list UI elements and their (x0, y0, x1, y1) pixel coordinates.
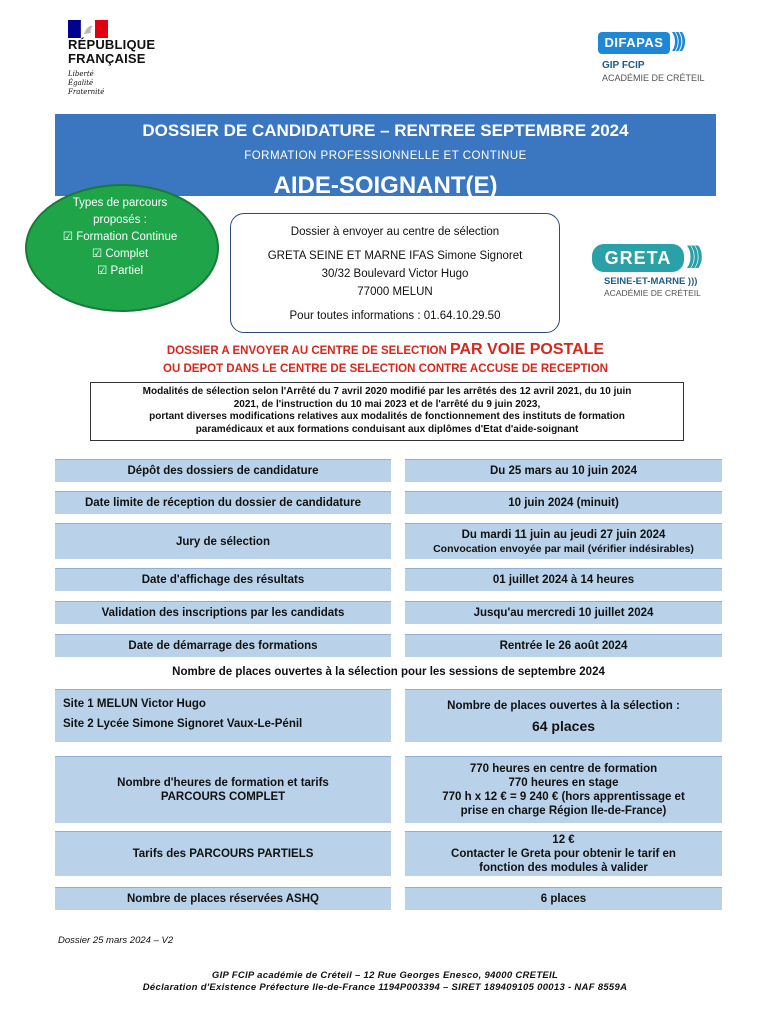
jury-convocation: Convocation envoyée par mail (vérifier indésirables) (433, 542, 694, 555)
table-row-label: Jury de sélection (55, 523, 391, 559)
address-city: 77000 MELUN (357, 286, 433, 298)
places-value: 64 places (531, 718, 596, 734)
notice-emphasis: PAR VOIE POSTALE (449, 341, 605, 358)
table-row-label: Dépôt des dossiers de candidature (55, 459, 391, 482)
modalites-line: portant diverses modifications relatives aux modalités de fonctionnement des instituts de formation (149, 411, 625, 422)
table-row-value (405, 523, 722, 559)
heures-value-cell (405, 756, 722, 823)
places-label: Nombre de places ouvertes à la sélection : (447, 700, 680, 712)
address-street: 30/32 Boulevard Victor Hugo (321, 268, 469, 280)
page-title: DOSSIER DE CANDIDATURE – RENTREE SEPTEMBRE 2024 (142, 121, 629, 140)
page-subtitle: FORMATION PROFESSIONNELLE ET CONTINUE (244, 150, 527, 162)
partiels-line: fonction des modules à valider (479, 862, 648, 874)
bubble-line: Types de parcours (72, 197, 168, 209)
partiels-line: Contacter le Greta pour obtenir le tarif en (451, 848, 676, 860)
parcours-bubble-text (40, 195, 200, 280)
notice-line-2: OU DEPOT DANS LE CENTRE DE SELECTION CONTRE ACCUSE DE RECEPTION (163, 363, 608, 375)
modalites-line: 2021, de l'instruction du 10 mai 2023 et de l'arrêté du 9 juin 2023, (233, 398, 541, 410)
difapas-academie: ACADÉMIE DE CRÉTEIL (602, 73, 705, 83)
site-2: Site 2 Lycée Simone Signoret Vaux-Le-Pénil (63, 718, 303, 730)
address-info: Pour toutes informations : 01.64.10.29.50 (289, 310, 501, 322)
difapas-name: DIFAPAS (598, 32, 670, 54)
jury-dates: Du mardi 11 juin au jeudi 27 juin 2024 (461, 528, 666, 541)
document-version: Dossier 25 mars 2024 – V2 (58, 935, 174, 946)
table-row-value: Rentrée le 26 août 2024 (405, 634, 722, 657)
notice-line-1 (55, 341, 716, 359)
table-row-value: 01 juillet 2024 à 14 heures (405, 568, 722, 591)
site-1: Site 1 MELUN Victor Hugo (63, 698, 206, 710)
address-intro: Dossier à envoyer au centre de sélection (290, 226, 500, 238)
republique-francaise-name: RÉPUBLIQUE FRANÇAISE (68, 37, 156, 66)
footer-legal: Déclaration d'Existence Préfecture Ile-de-France 1194P003394 – SIRET 189409105 00013 - NAF 8559A (142, 982, 628, 993)
formation-title: AIDE-SOIGNANT(E) (273, 172, 498, 199)
bubble-line: ☑ Formation Continue (62, 231, 178, 243)
greta-academie: ACADÉMIE DE CRÉTEIL (604, 288, 701, 298)
bubble-line: ☑ Complet (91, 248, 149, 260)
modalites-line: paramédicaux et aux formations conduisant aux diplômes d'Etat d'aide-soignant (195, 423, 579, 435)
table-row-label: Date limite de réception du dossier de candidature (55, 491, 391, 514)
footer-address: GIP FCIP académie de Créteil – 12 Rue Georges Enesco, 94000 CRETEIL (211, 970, 559, 981)
heures-line: 770 heures en centre de formation (469, 763, 658, 775)
ashq-label-cell: Nombre de places réservées ASHQ (55, 887, 391, 910)
greta-region: SEINE-ET-MARNE ))) (604, 276, 698, 287)
partiels-line: 12 € (552, 834, 575, 846)
greta-name: GRETA (592, 244, 684, 272)
heures-label-parcours: PARCOURS COMPLET (160, 791, 286, 803)
modalites-line: Modalités de sélection selon l'Arrêté du 7 avril 2020 modifié par les arrêtés des 12 avril 2021, du 10 juin (142, 386, 632, 397)
difapas-arcs-icon: ))) (672, 30, 683, 52)
greta-arcs-icon: ))) (687, 242, 699, 269)
bubble-line: proposés : (93, 214, 147, 226)
marianne-flag-icon (68, 20, 108, 38)
heures-label: Nombre d'heures de formation et tarifs (117, 777, 329, 789)
heures-label-cell (55, 756, 391, 823)
heures-line: prise en charge Région Ile-de-France) (460, 805, 667, 817)
partiels-value-cell (405, 831, 722, 876)
republique-motto: Liberté Égalité Fraternité (68, 70, 105, 96)
table-row-value: Du 25 mars au 10 juin 2024 (405, 459, 722, 482)
places-title: Nombre de places ouvertes à la sélection pour les sessions de septembre 2024 (172, 666, 605, 678)
bubble-line: ☑ Partiel (96, 265, 144, 277)
table-row-label: Date d'affichage des résultats (55, 568, 391, 591)
greta-logo (592, 240, 732, 302)
table-row-value: 10 juin 2024 (minuit) (405, 491, 722, 514)
notice-text: DOSSIER A ENVOYER AU CENTRE DE SELECTION (166, 345, 450, 357)
modalites-box (90, 382, 684, 441)
heures-line: 770 heures en stage (508, 777, 619, 789)
table-row-label: Date de démarrage des formations (55, 634, 391, 657)
difapas-logo (592, 28, 712, 88)
sites-cell (55, 689, 391, 742)
ashq-value-cell: 6 places (405, 887, 722, 910)
address-box (230, 213, 560, 333)
table-row-value: Jusqu'au mercredi 10 juillet 2024 (405, 601, 722, 624)
table-row-label: Validation des inscriptions par les candidats (55, 601, 391, 624)
address-org: GRETA SEINE ET MARNE IFAS Simone Signoret (267, 250, 523, 262)
difapas-gip: GIP FCIP (602, 60, 645, 71)
partiels-label-cell: Tarifs des PARCOURS PARTIELS (55, 831, 391, 876)
places-cell (405, 689, 722, 742)
heures-line: 770 h x 12 € = 9 240 € (hors apprentissage et (442, 791, 685, 803)
